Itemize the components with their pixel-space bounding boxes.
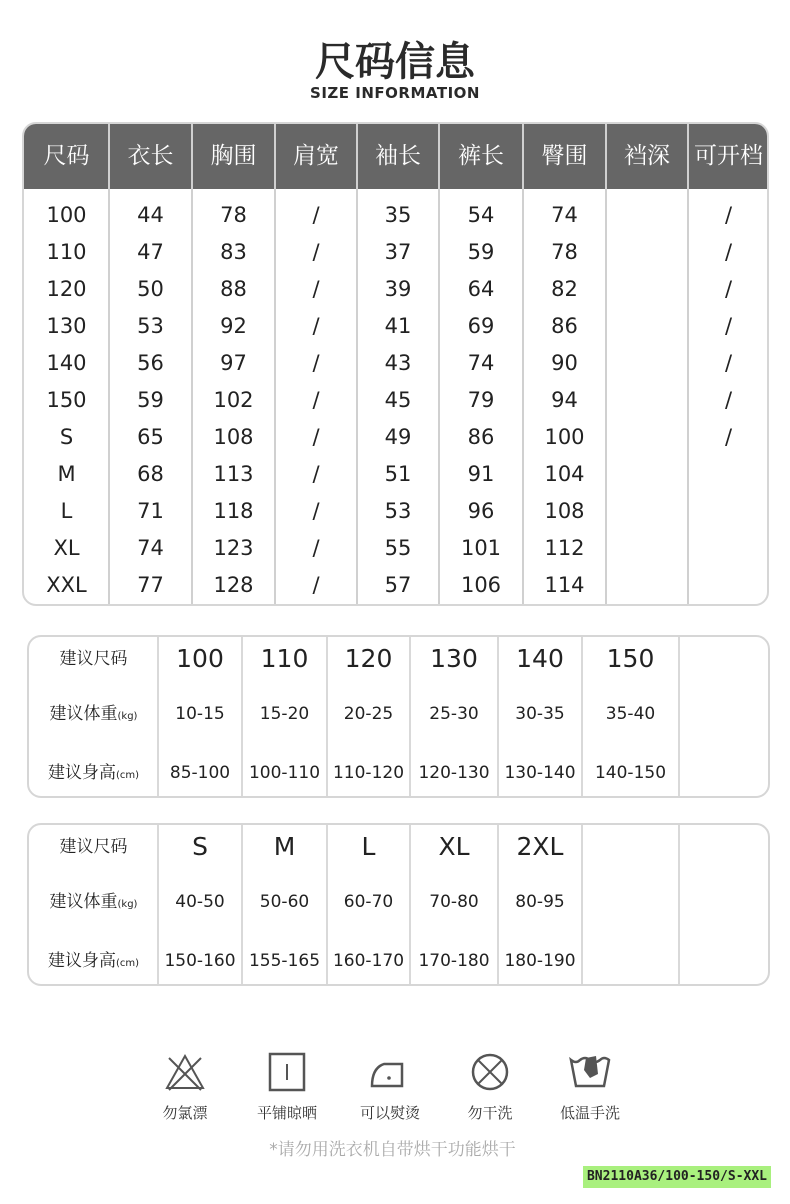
recommend-value: 35-40 [605, 704, 656, 724]
table-cell [606, 345, 688, 382]
table-cell: 101 [460, 536, 502, 560]
table-cell [606, 234, 688, 271]
table-cell: / [724, 425, 733, 449]
no-dry-clean-icon [445, 1050, 535, 1094]
recommend-value: 110-120 [332, 763, 405, 783]
recommend-value: 150-160 [164, 951, 236, 971]
table-cell: L [60, 499, 73, 523]
recommend-value: 40-50 [175, 892, 225, 912]
table-cell: 54 [467, 203, 495, 227]
recommend-value: 50-60 [259, 892, 310, 912]
unit-label: (kg) [117, 711, 138, 722]
table-cell: 123 [213, 536, 254, 560]
table-cell: 140 [46, 351, 87, 375]
recommend-value: 30-35 [515, 704, 565, 724]
table-cell: 118 [213, 499, 254, 523]
table-cell: 68 [137, 462, 164, 486]
table-cell: 97 [220, 351, 247, 375]
recommend-value: 25-30 [429, 704, 479, 724]
table-cell: / [312, 499, 320, 523]
table-cell: 44 [137, 203, 164, 227]
column-header: 臀围 [541, 143, 588, 169]
row-label [29, 947, 158, 978]
hand-wash-icon [545, 1050, 635, 1094]
table-cell [606, 197, 688, 234]
table-cell: / [312, 351, 320, 375]
table-cell: 100 [544, 425, 585, 449]
column-header: 裤长 [458, 143, 504, 169]
unit-label: (cm) [115, 770, 140, 781]
row-label-text: 建议尺码 [59, 649, 128, 669]
care-item [345, 1050, 435, 1123]
row-label [29, 645, 158, 676]
table-cell: 86 [551, 314, 578, 338]
care-item [242, 1050, 332, 1123]
table-cell [688, 456, 769, 493]
table-cell: 112 [544, 536, 585, 560]
recommend-value: 120-130 [418, 763, 490, 783]
table-cell: 78 [220, 203, 247, 227]
table-cell: 130 [46, 314, 87, 338]
care-note: *请勿用洗衣机自带烘干功能烘干 [269, 1140, 516, 1160]
table-cell: 53 [137, 314, 164, 338]
sku-badge: BN2110A36/100-150/S-XXL [583, 1166, 771, 1188]
table-cell: 128 [213, 573, 254, 597]
table-cell: 82 [551, 277, 578, 301]
table-cell: 41 [384, 314, 412, 338]
table-cell: / [724, 351, 733, 375]
table-cell: 53 [384, 499, 412, 523]
column-header: 裆深 [624, 143, 670, 169]
care-label: 勿氯漂 [162, 1104, 208, 1122]
table-cell [606, 530, 688, 567]
recommend-value: 180-190 [504, 951, 576, 971]
table-cell: / [724, 314, 733, 338]
recommend-size: 2XL [516, 832, 564, 861]
page-title: 尺码信息 [315, 39, 475, 85]
table-cell: 113 [213, 462, 254, 486]
table-cell: / [312, 314, 320, 338]
table-cell: 78 [551, 240, 578, 264]
table-cell: / [312, 536, 320, 560]
recommend-value: 100-110 [248, 763, 321, 783]
table-cell: 45 [384, 388, 412, 412]
row-label-text: 建议身高 [47, 951, 116, 971]
table-cell: 39 [384, 277, 412, 301]
table-cell: 108 [213, 425, 254, 449]
recommend-value: 10-15 [175, 704, 225, 724]
table-cell [688, 567, 769, 604]
recommend-value: 170-180 [418, 951, 490, 971]
table-cell [606, 382, 688, 419]
row-label-text: 建议身高 [47, 763, 116, 783]
unit-label: (kg) [117, 899, 138, 910]
table-cell [606, 271, 688, 308]
table-cell: XXL [46, 573, 87, 597]
table-cell: 74 [137, 536, 164, 560]
iron-icon [345, 1050, 435, 1094]
table-cell: / [312, 462, 320, 486]
table-cell: / [724, 203, 733, 227]
recommend-size: 150 [606, 644, 655, 673]
table-cell: 77 [137, 573, 164, 597]
table-cell: 49 [384, 425, 412, 449]
recommend-size: XL [438, 832, 470, 861]
recommend-value: 70-80 [429, 892, 479, 912]
care-item [445, 1050, 535, 1123]
recommend-table-kids [27, 635, 770, 798]
table-cell: / [724, 277, 733, 301]
table-cell [688, 530, 769, 567]
table-cell: M [57, 462, 76, 486]
table-cell [606, 419, 688, 456]
column-divider [678, 825, 680, 986]
recommend-value: 140-150 [594, 763, 667, 783]
table-cell: S [59, 425, 74, 449]
column-header: 肩宽 [293, 143, 339, 169]
row-label-text: 建议体重 [49, 704, 118, 724]
row-label [29, 700, 158, 731]
table-cell: 57 [384, 573, 412, 597]
table-cell: / [312, 277, 320, 301]
table-cell: 69 [467, 314, 495, 338]
table-cell: 74 [551, 203, 578, 227]
table-cell: 35 [384, 203, 412, 227]
table-cell [606, 567, 688, 604]
table-cell [606, 456, 688, 493]
recommend-value: 85-100 [169, 763, 231, 783]
column-header: 衣长 [127, 143, 174, 169]
table-cell: 86 [467, 425, 495, 449]
table-cell: 47 [137, 240, 164, 264]
recommend-size: S [192, 832, 208, 861]
table-cell: 74 [467, 351, 495, 375]
recommend-value: 15-20 [259, 704, 310, 724]
row-label-text: 建议尺码 [59, 837, 128, 857]
table-cell: 37 [384, 240, 412, 264]
table-cell: 55 [384, 536, 412, 560]
recommend-table-adult [27, 823, 770, 986]
care-label: 平铺晾晒 [256, 1104, 317, 1122]
column-header: 胸围 [210, 143, 257, 169]
care-label: 可以熨烫 [359, 1104, 420, 1122]
table-cell: 56 [137, 351, 164, 375]
recommend-value: 160-170 [332, 951, 405, 971]
table-cell: / [312, 240, 320, 264]
recommend-value: 130-140 [504, 763, 576, 783]
recommend-value: 60-70 [343, 892, 394, 912]
table-cell: / [312, 388, 320, 412]
table-cell: 51 [384, 462, 412, 486]
table-cell: 108 [544, 499, 585, 523]
table-cell: 96 [467, 499, 495, 523]
row-label [29, 833, 158, 864]
table-cell: 59 [137, 388, 164, 412]
recommend-size: 110 [260, 644, 309, 673]
table-cell: 100 [46, 203, 87, 227]
table-cell: 106 [460, 573, 502, 597]
page-subtitle: SIZE INFORMATION [310, 84, 480, 102]
row-label [29, 759, 158, 790]
unit-label: (cm) [115, 958, 140, 969]
table-cell: 79 [467, 388, 495, 412]
table-cell: / [724, 388, 733, 412]
table-cell: / [312, 425, 320, 449]
table-cell: 71 [137, 499, 164, 523]
table-cell: 59 [467, 240, 495, 264]
recommend-value: 80-95 [515, 892, 565, 912]
table-cell: 91 [467, 462, 495, 486]
recommend-size: 100 [176, 644, 224, 673]
table-cell: 64 [467, 277, 495, 301]
table-cell: 83 [220, 240, 247, 264]
table-cell [688, 493, 769, 530]
recommend-value: 20-25 [343, 704, 394, 724]
column-header: 尺码 [43, 143, 90, 169]
row-label [29, 888, 158, 919]
table-cell: XL [53, 536, 80, 560]
row-label-text: 建议体重 [49, 892, 118, 912]
table-cell: 150 [46, 388, 87, 412]
recommend-size: 130 [430, 644, 478, 673]
recommend-size: L [361, 832, 376, 861]
care-item [140, 1050, 230, 1123]
table-cell: 120 [46, 277, 87, 301]
table-cell: 114 [544, 573, 585, 597]
column-header: 可开档 [694, 143, 763, 169]
recommend-size: 140 [516, 644, 564, 673]
care-label: 勿干洗 [467, 1104, 513, 1122]
recommend-size: M [273, 832, 296, 861]
table-cell: 50 [137, 277, 164, 301]
table-cell: 88 [220, 277, 247, 301]
table-cell: / [312, 203, 320, 227]
table-cell [606, 308, 688, 345]
table-cell: 110 [46, 240, 87, 264]
table-cell: 65 [137, 425, 164, 449]
column-header: 袖长 [375, 143, 421, 169]
dry-flat-icon [242, 1050, 332, 1094]
care-item [545, 1050, 635, 1123]
size-table [22, 122, 769, 606]
table-cell: / [724, 240, 733, 264]
table-cell: 94 [551, 388, 578, 412]
recommend-size: 120 [344, 644, 393, 673]
care-label: 低温手洗 [559, 1104, 620, 1122]
table-cell: 104 [544, 462, 585, 486]
table-cell: 102 [213, 388, 254, 412]
table-cell: 92 [220, 314, 247, 338]
table-cell: 90 [551, 351, 578, 375]
table-cell: 43 [384, 351, 412, 375]
no-bleach-icon [140, 1050, 230, 1094]
table-cell [606, 493, 688, 530]
recommend-value: 155-165 [248, 951, 321, 971]
table-cell: / [312, 573, 320, 597]
